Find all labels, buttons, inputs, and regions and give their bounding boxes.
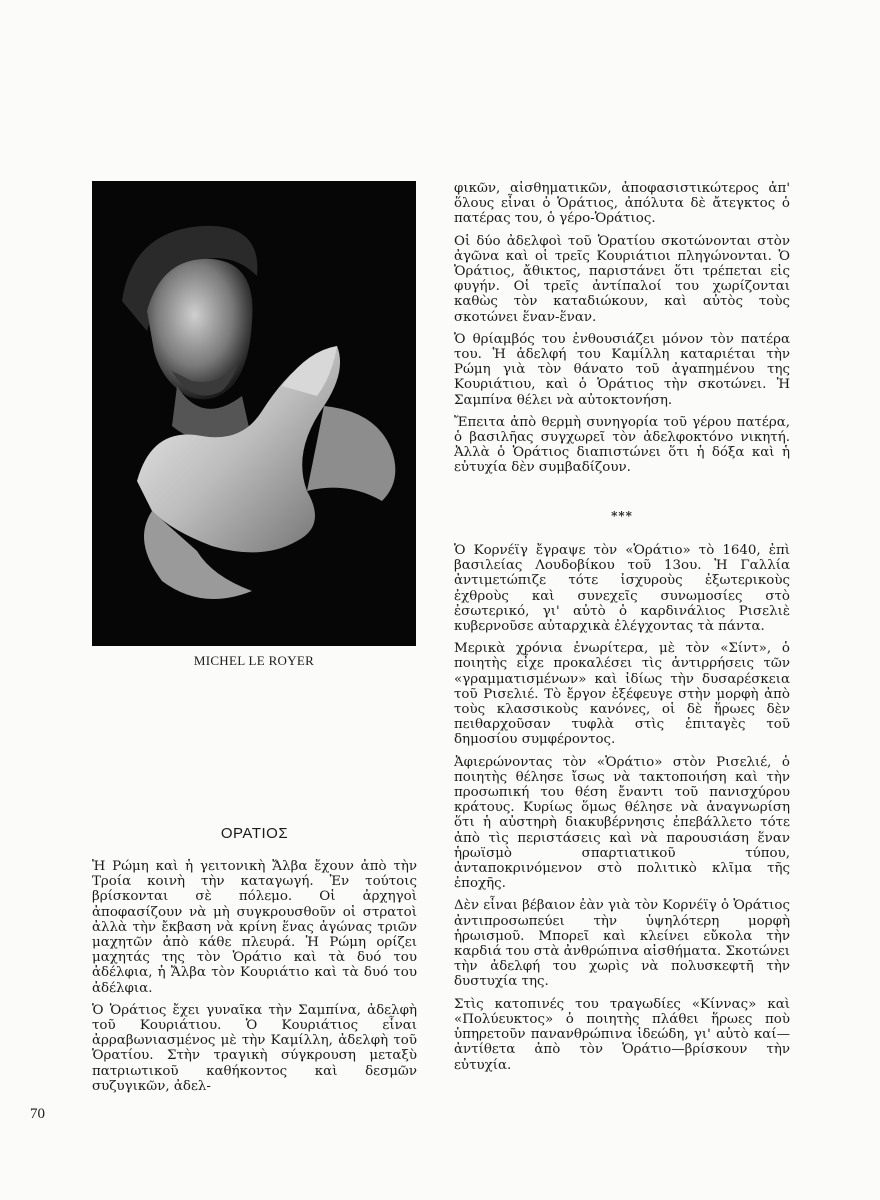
paragraph: Δὲν εἶναι βέβαιον ἐὰν γιὰ τὸν Κορνέϊγ ὁ Ὁράτιος ἀντιπροσωπεύει τὴν ὑψηλότερη μορφὴ ἡρωισμοῦ. Μπορεῖ καὶ κλείνει εὔκολα τὴν καρδιά του στὰ ἀνθρώπινα αἰσθήματα. Σκοτώνει τὴν ἀδελφή του χωρὶς νὰ πολυσκεφτῆ τὴν δυστυχία της.: [454, 898, 790, 990]
paragraph: Ὁ θρίαμβός του ἐνθουσιάζει μόνον τὸν πατέρα του. Ἡ ἀδελφή του Καμίλλη καταριέται τὴν Ρώμη γιὰ τὸν θάνατο τοῦ ἀγαπημένου της Κουριάτιου, καὶ ὁ Ὁράτιος τὴν σκοτώνει. Ἡ Σαμπίνα θέλει νὰ αὐτοκτονήση.: [454, 331, 790, 408]
paragraph: Ὁ Κορνέϊγ ἔγραψε τὸν «Ὁράτιο» τὸ 1640, ἐπὶ βασιλείας Λουδοβίκου τοῦ 13ου. Ἡ Γαλλία ἀντιμετώπιζε τότε ἰσχυροὺς ἐξωτερικοὺς ἐχθροὺς καὶ συνεχεῖς συνωμοσίες στὸ ἐσωτερικό, γι' αὐτὸ ὁ καρδινάλιος Ρισελιὲ κυβερνοῦσε αὐταρχικὰ ἐλέγχοντας τὰ πάντα.: [454, 543, 790, 635]
paragraph: Οἱ δύο ἀδελφοὶ τοῦ Ὁρατίου σκοτώνονται στὸν ἀγῶνα καὶ οἱ τρεῖς Κουριάτιοι πληγώνονται. Ὁ Ὁράτιος, ἄθικτος, παριστάνει ὅτι τρέπεται εἰς φυγήν. Οἱ τρεῖς ἀντίπαλοί του χωρίζονται καθὼς τὸν καταδιώκουν, καὶ αὐτὸς τοὺς σκοτώνει ἕναν-ἕναν.: [454, 233, 790, 325]
actor-portrait-illustration: [92, 181, 416, 646]
paragraph: Μερικὰ χρόνια ἐνωρίτερα, μὲ τὸν «Σίντ», ὁ ποιητὴς εἶχε προκαλέσει τὶς ἀντιρρήσεις τῶν «γραμματισμένων» καὶ ἰδίως τὴν δυσαρέσκεια τοῦ Ρισελιέ. Τὸ ἔργον ἐξέφευγε στὴν μορφὴ ἀπὸ τοὺς κλασσικοὺς κανόνες, οἱ δὲ ἥρωες δὲν πειθαρχοῦσαν τυφλὰ στὶς ἐπιταγὲς τοῦ δημοσίου συμφέροντος.: [454, 641, 790, 748]
left-column-text: [92, 859, 417, 1101]
section-separator: ***: [611, 509, 633, 523]
right-column-text-bottom: [454, 543, 790, 1080]
right-column-text-top: [454, 181, 790, 483]
paragraph: φικῶν, αἰσθηματικῶν, ἀποφασιστικώτερος ἀπ' ὅλους εἶναι ὁ Ὁράτιος, ἀπόλυτα δὲ ἄτεγκτος ὁ πατέρας του, ὁ γέρο-Ὁράτιος.: [454, 181, 790, 227]
paragraph: Στὶς κατοπινές του τραγωδίες «Κίννας» καὶ «Πολύευκτος» ὁ ποιητὴς πλάθει ἥρωες ποὺ ὑπηρετοῦν πανανθρώπινα ἰδεώδη, γι' αὐτὸ καί—ἀντίθετα ἀπὸ τὸν Ὁράτιο—βρίσκουν τὴν εὐτυχία.: [454, 996, 790, 1073]
paragraph: Ὁ Ὁράτιος ἔχει γυναῖκα τὴν Σαμπίνα, ἀδελφὴ τοῦ Κουριάτιου. Ὁ Κουριάτιος εἶναι ἀρραβωνιασμένος μὲ τὴν Καμίλλη, ἀδελφὴ τοῦ Ὁρατίου. Στὴν τραγικὴ σύγκρουση μεταξὺ πατριωτικοῦ καθήκοντος καὶ δεσμῶν συζυγικῶν, ἀδελ-: [92, 1002, 417, 1094]
photo-caption: MICHEL LE ROYER: [193, 653, 315, 668]
paragraph: Ἀφιερώνοντας τὸν «Ὁράτιο» στὸν Ρισελιέ, ὁ ποιητὴς θέλησε ἴσως νὰ τακτοποιήση καὶ τὴν προσωπική του θέση ἔναντι τοῦ πανισχύρου κράτους. Κυρίως ὅμως θέλησε νὰ ἀναγνωρίση ὅτι ἡ αὐστηρὴ διακυβέρνησις ἐπεβάλλετο τότε ἀπὸ τὶς περιστάσεις καὶ νὰ παρουσιάση ἕναν ἡρωϊσμὸ σπαρτιατικοῦ τύπου, ἀνταποκρινόμενον στὸ πολιτικὸ κλῖμα τῆς ἐποχῆς.: [454, 754, 790, 892]
page-number: 70: [30, 1106, 45, 1122]
actor-photo: [92, 181, 416, 646]
paragraph: Ἡ Ρώμη καὶ ἡ γειτονικὴ Ἄλβα ἔχουν ἀπὸ τὴν Τροία κοινὴ τὴν καταγωγή. Ἐν τούτοις βρίσκονται σὲ πόλεμο. Οἱ ἀρχηγοὶ ἀποφασίζουν νὰ μὴ συγκρουσθοῦν οἱ στρατοὶ ἀλλὰ τὴν ἔκβαση νὰ κρίνη ἕνας ἀγώνας τριῶν μαχητῶν ἀπὸ κάθε πλευρά. Ἡ Ρώμη ορίζει μαχητάς της τὸν Ὁράτιο καὶ τὰ δυό του ἀδέλφια, ἡ Ἄλβα τὸν Κουριάτιο καὶ τὰ δυό του ἀδέλφια.: [92, 859, 417, 996]
section-heading: ΟΡΑΤΙΟΣ: [220, 825, 289, 842]
paragraph: Ἔπειτα ἀπὸ θερμὴ συνηγορία τοῦ γέρου πατέρα, ὁ βασιλῆας συγχωρεῖ τὸν ἀδελφοκτόνο νικητή. Ἀλλὰ ὁ Ὁράτιος διαπιστώνει ὅτι ἡ δόξα καὶ ἡ εὐτυχία δὲν συμβαδίζουν.: [454, 414, 790, 476]
